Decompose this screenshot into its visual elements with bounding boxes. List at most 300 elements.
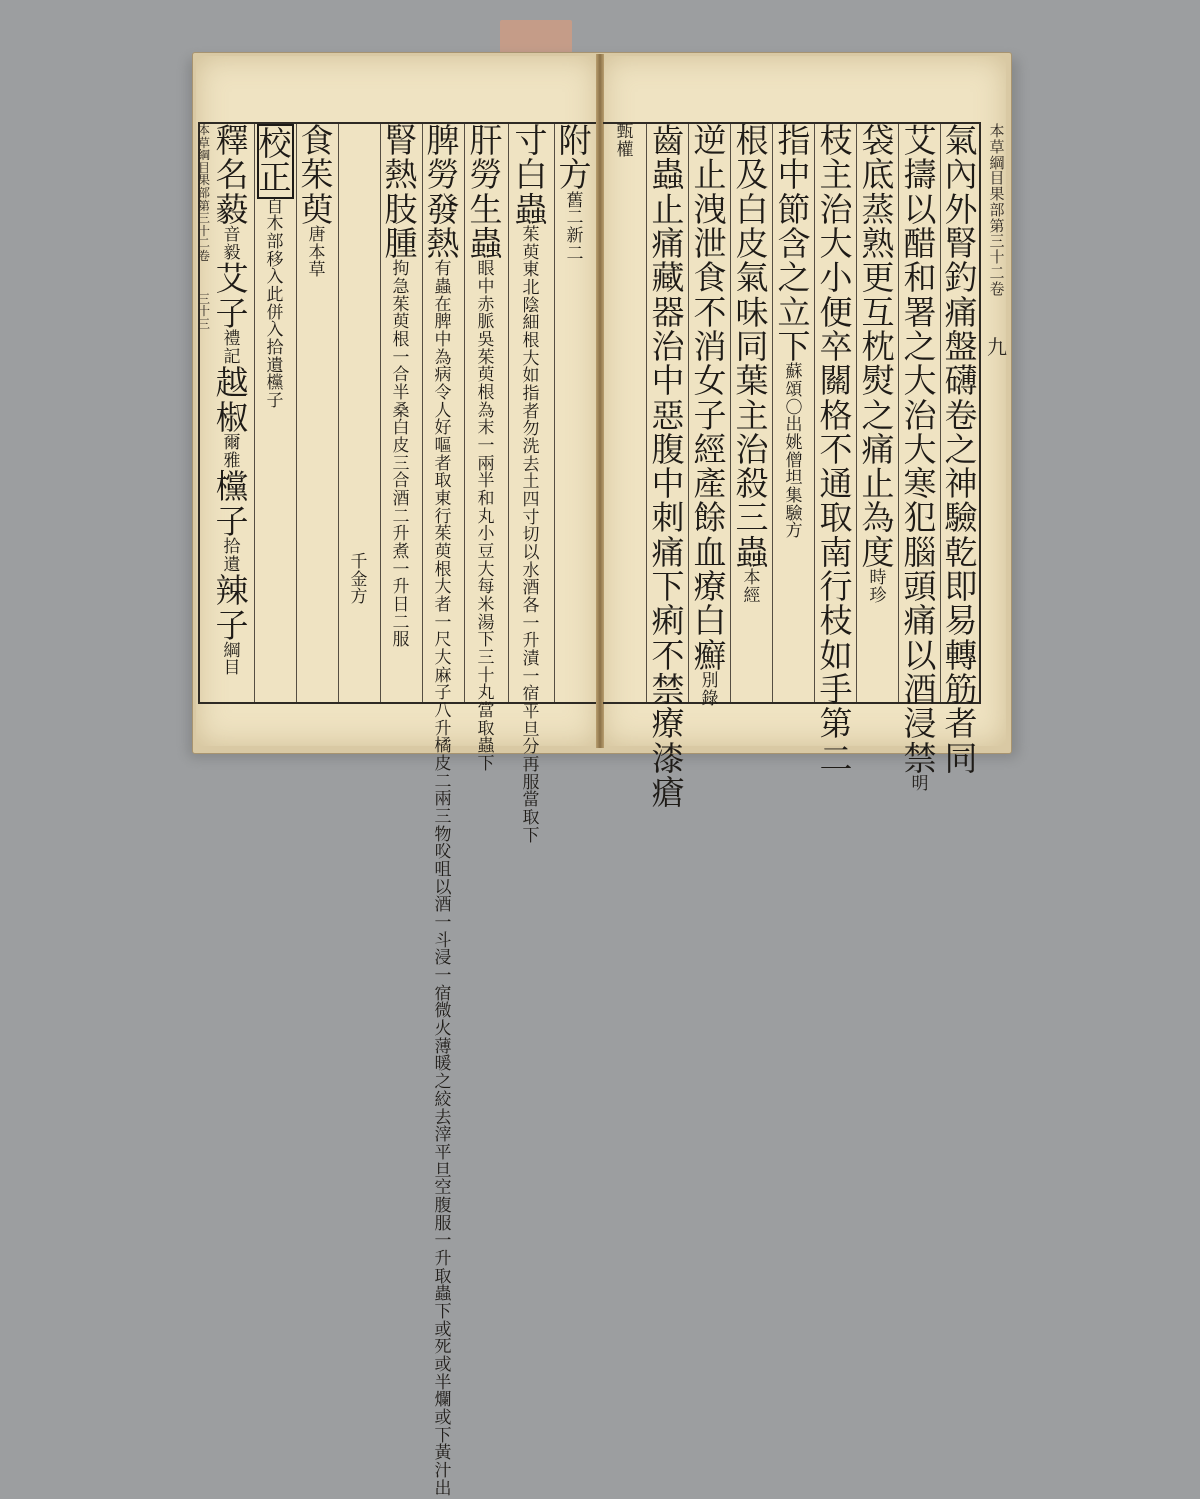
glyph: 脈 (477, 312, 495, 333)
column-text (215, 467, 249, 541)
glyph: 度 (861, 532, 895, 572)
glyph: 大 (522, 348, 540, 369)
glyph: 艾 (903, 121, 937, 160)
glyph: 根 (392, 329, 410, 350)
glyph: 蟲 (477, 736, 495, 757)
glyph: 病 (434, 365, 452, 386)
glyph: 雅 (223, 450, 241, 471)
glyph: 死 (434, 1337, 452, 1358)
glyph: 升 (392, 577, 410, 598)
glyph: 赤 (477, 294, 495, 315)
glyph: 末 (477, 418, 495, 439)
glyph: 斗 (434, 930, 452, 951)
glyph: 互 (861, 292, 895, 332)
glyph: 本 (743, 568, 761, 589)
glyph: 以 (903, 635, 937, 675)
column-text (215, 121, 249, 229)
glyph: 去 (522, 454, 540, 475)
column-divider (464, 124, 465, 702)
glyph: 底 (861, 155, 895, 195)
glyph: 女 (693, 361, 727, 401)
glyph: 痛 (651, 532, 685, 572)
glyph: 根 (477, 382, 495, 403)
glyph: 白 (514, 155, 548, 195)
edge-title (989, 124, 1004, 297)
glyph: 茱 (300, 155, 334, 195)
column-divider (814, 124, 815, 702)
glyph: 大 (903, 361, 937, 401)
glyph: 或 (434, 1319, 452, 1340)
glyph: 十 (197, 223, 210, 238)
glyph: 頌 (785, 379, 803, 400)
glyph: 手 (819, 670, 853, 709)
glyph: 物 (434, 824, 452, 845)
glyph: 蟲 (735, 532, 769, 572)
glyph: 腎 (384, 121, 418, 160)
glyph: 四 (522, 490, 540, 511)
column-text (861, 121, 895, 572)
glyph: 治 (651, 326, 685, 366)
glyph: 東 (434, 488, 452, 509)
glyph: 為 (434, 347, 452, 368)
right-column-3 (858, 121, 898, 702)
glyph: 黃 (434, 1443, 452, 1464)
glyph: 不 (819, 429, 853, 469)
column-divider (380, 124, 381, 702)
glyph: 豆 (477, 542, 495, 562)
glyph: 辣 (215, 571, 249, 611)
glyph: 兩 (434, 789, 452, 810)
column-annotation (911, 773, 929, 794)
glyph: 校 (258, 124, 292, 163)
glyph: 洗 (522, 437, 540, 457)
glyph: 食 (693, 258, 727, 298)
glyph: 痛 (944, 292, 978, 332)
glyph: 下 (777, 326, 811, 366)
glyph: 下 (434, 1425, 452, 1446)
column-text (215, 259, 249, 333)
glyph: 即 (944, 567, 978, 607)
glyph: 果 (197, 173, 210, 188)
glyph: 暖 (434, 1054, 452, 1075)
glyph: 萸 (392, 312, 410, 333)
glyph: 在 (434, 294, 452, 315)
right-column-8 (648, 121, 688, 812)
glyph: 三 (197, 291, 210, 306)
glyph: 取 (434, 1266, 452, 1287)
glyph: 十 (197, 304, 210, 319)
glyph: 出 (785, 415, 803, 436)
glyph: 坦 (785, 468, 803, 489)
glyph: 千 (350, 552, 368, 572)
glyph: 合 (392, 471, 410, 492)
glyph: 記 (223, 346, 241, 367)
glyph: 經 (693, 429, 727, 469)
glyph: 半 (477, 471, 495, 492)
column-annotation (223, 224, 241, 263)
glyph: 北 (522, 277, 540, 298)
glyph: 為 (477, 400, 495, 421)
glyph: 附 (558, 121, 592, 160)
glyph: 礴 (944, 361, 978, 401)
glyph: 絞 (434, 1089, 452, 1110)
glyph: 本 (197, 123, 210, 137)
glyph: 好 (434, 418, 452, 439)
glyph: 麻 (434, 665, 452, 686)
glyph: 卷 (197, 248, 210, 263)
glyph: 子 (693, 395, 727, 435)
glyph: 行 (434, 506, 452, 527)
glyph: 舊 (566, 190, 584, 211)
glyph: 爾 (223, 432, 241, 453)
glyph: 煮 (392, 542, 410, 562)
glyph: 者 (522, 401, 540, 422)
column-annotation (351, 554, 368, 607)
right-column-5 (774, 121, 814, 702)
glyph: 通 (819, 464, 853, 504)
column-annotation (223, 536, 241, 575)
glyph: 之 (903, 326, 937, 366)
glyph: 洩 (693, 189, 727, 229)
glyph: 癬 (693, 635, 727, 675)
glyph: 火 (434, 1019, 452, 1040)
glyph: 關 (819, 361, 853, 401)
glyph: 三 (989, 232, 1005, 251)
column-divider (940, 124, 941, 702)
glyph: 釋 (215, 121, 249, 160)
glyph: 以 (522, 543, 540, 564)
column-divider (730, 124, 731, 702)
glyph: 草 (989, 137, 1005, 156)
glyph: 甄 (616, 122, 634, 142)
glyph: 每 (477, 577, 495, 598)
column-annotation (223, 328, 241, 367)
glyph: 腦 (903, 532, 937, 572)
glyph: 寸 (522, 507, 540, 528)
glyph: 出 (434, 1478, 452, 1499)
glyph: 止 (651, 189, 685, 229)
glyph: 合 (392, 365, 410, 386)
glyph: 湯 (477, 612, 495, 633)
glyph: 含 (777, 223, 811, 263)
glyph: 卷 (944, 395, 978, 435)
column-text (558, 121, 592, 195)
glyph: 二 (566, 208, 584, 229)
glyph: 錄 (701, 688, 719, 709)
column-annotation (566, 190, 584, 264)
glyph: 毅 (223, 242, 241, 263)
glyph: 一 (522, 613, 540, 634)
glyph: 內 (944, 155, 978, 195)
glyph: 九 (987, 335, 1007, 360)
right-fore-edge (982, 124, 1012, 702)
glyph: 乾 (944, 532, 978, 572)
glyph: 茱 (392, 294, 410, 315)
glyph: 脾 (426, 121, 460, 160)
column-text (514, 121, 548, 229)
column-divider (554, 124, 555, 702)
column-text (469, 121, 503, 263)
glyph: 一 (477, 435, 495, 456)
glyph: 禮 (223, 328, 241, 349)
glyph: 爛 (434, 1390, 452, 1411)
glyph: 子 (266, 391, 284, 412)
glyph: 禁 (903, 738, 937, 778)
glyph: 八 (434, 701, 452, 722)
left-column-3 (466, 121, 506, 775)
glyph: 蟲 (434, 276, 452, 297)
glyph: 中 (477, 276, 495, 297)
glyph: 葉 (735, 361, 769, 401)
glyph: 咀 (434, 860, 452, 881)
glyph: 細 (522, 313, 540, 334)
glyph: 水 (522, 560, 540, 581)
glyph: 十 (989, 248, 1005, 266)
glyph: 殺 (735, 464, 769, 504)
glyph: 腹 (651, 429, 685, 469)
glyph: 二 (819, 738, 853, 778)
glyph: 食 (300, 121, 334, 160)
glyph: 陰 (522, 295, 540, 316)
glyph: 皮 (735, 223, 769, 263)
glyph: 時 (869, 568, 887, 589)
glyph: 明 (911, 773, 929, 794)
glyph: 子 (215, 605, 249, 645)
glyph: 經 (743, 585, 761, 606)
glyph: 更 (861, 258, 895, 298)
glyph: 升 (522, 631, 540, 652)
glyph: 㕮 (434, 842, 452, 863)
glyph: 及 (735, 155, 769, 195)
glyph: 東 (522, 260, 540, 281)
glyph: 者 (944, 704, 978, 744)
glyph: 草 (197, 135, 210, 150)
glyph: 日 (392, 595, 410, 616)
glyph: 二 (566, 243, 584, 264)
glyph: 節 (777, 189, 811, 229)
glyph: 腹 (434, 1195, 452, 1216)
glyph: 格 (819, 395, 853, 435)
glyph: 遺 (266, 355, 284, 376)
glyph: 入 (266, 320, 284, 341)
glyph: 第 (989, 216, 1005, 235)
glyph: 血 (693, 532, 727, 572)
glyph: 之 (434, 1072, 452, 1093)
glyph: 指 (777, 121, 811, 160)
glyph: 大 (434, 577, 452, 598)
glyph: 主 (735, 395, 769, 435)
glyph: 為 (861, 498, 895, 538)
right-column-6 (732, 121, 772, 702)
glyph: 半 (392, 382, 410, 403)
glyph: 拾 (223, 536, 241, 557)
glyph: 神 (944, 464, 978, 504)
column-annotation (393, 261, 410, 650)
column-divider (898, 124, 899, 702)
glyph: 切 (522, 525, 540, 546)
column-divider (646, 124, 647, 702)
glyph: 果 (989, 185, 1005, 203)
glyph: 漬 (522, 649, 540, 670)
left-column-9 (212, 121, 252, 702)
column-text (903, 121, 937, 778)
glyph: 易 (944, 601, 978, 641)
glyph: 南 (819, 532, 853, 572)
glyph: 釣 (944, 258, 978, 298)
glyph: 立 (777, 292, 811, 332)
glyph: 方 (558, 155, 592, 195)
column-text (257, 124, 294, 199)
glyph: 取 (434, 471, 452, 492)
glyph: 卷 (989, 279, 1005, 298)
glyph: 下 (477, 630, 495, 651)
glyph: 當 (522, 790, 540, 811)
glyph: 宿 (434, 983, 452, 1004)
glyph: 不 (693, 292, 727, 332)
glyph: 蟲 (514, 189, 548, 229)
glyph: 欓 (266, 373, 284, 394)
glyph: 子 (215, 501, 249, 541)
glyph: 中 (777, 155, 811, 195)
glyph: 二 (392, 612, 410, 633)
glyph: 禁 (651, 670, 685, 709)
glyph: 汁 (434, 1460, 452, 1481)
glyph: 各 (522, 596, 540, 617)
glyph: 金 (350, 569, 368, 590)
glyph: 主 (819, 155, 853, 195)
glyph: 取 (522, 808, 540, 829)
glyph: 再 (522, 755, 540, 776)
glyph: 越 (215, 363, 249, 403)
column-text (819, 121, 853, 778)
right-column-9 (606, 124, 644, 702)
glyph: 遺 (223, 554, 241, 575)
glyph: 正 (258, 158, 292, 198)
glyph: 藏 (651, 258, 685, 298)
glyph: 療 (651, 704, 685, 744)
edge-title (198, 124, 210, 263)
glyph: 取 (819, 498, 853, 538)
glyph: 蟲 (469, 223, 503, 263)
glyph: 擣 (903, 155, 937, 195)
glyph: 土 (522, 472, 540, 493)
left-column-7 (298, 121, 336, 702)
glyph: 三 (392, 453, 410, 474)
glyph: 萸 (477, 365, 495, 386)
glyph: 和 (903, 258, 937, 298)
glyph: 小 (819, 258, 853, 298)
glyph: 中 (651, 464, 685, 504)
glyph: 器 (651, 292, 685, 332)
glyph: 移 (266, 249, 284, 270)
glyph: 三 (477, 648, 495, 669)
glyph: 〇 (785, 397, 803, 418)
glyph: 枕 (861, 326, 895, 366)
glyph: 肢 (384, 189, 418, 229)
glyph: 升 (434, 718, 452, 739)
glyph: 酒 (392, 488, 410, 509)
glyph: 下 (522, 825, 540, 846)
left-column-5 (382, 121, 420, 702)
glyph: 服 (434, 1213, 452, 1234)
glyph: 一 (392, 559, 410, 580)
glyph: 之 (944, 429, 978, 469)
glyph: 勞 (469, 155, 503, 195)
glyph: 珍 (869, 585, 887, 606)
glyph: 大 (434, 648, 452, 669)
glyph: 止 (693, 155, 727, 195)
glyph: 人 (434, 400, 452, 421)
glyph: 如 (522, 366, 540, 387)
glyph: 同 (735, 326, 769, 366)
glyph: 滓 (434, 1125, 452, 1146)
column-annotation (223, 640, 241, 679)
column-annotation (308, 224, 326, 281)
glyph: 產 (693, 464, 727, 504)
glyph: 氣 (735, 258, 769, 298)
column-annotation (870, 570, 887, 605)
column-text (735, 121, 769, 572)
glyph: 橘 (434, 736, 452, 757)
glyph: 卒 (819, 326, 853, 366)
glyph: 急 (392, 276, 410, 297)
glyph: 集 (785, 485, 803, 506)
column-text (651, 121, 685, 812)
glyph: 氣 (944, 121, 978, 160)
glyph: 以 (903, 189, 937, 229)
glyph: 入 (266, 267, 284, 288)
column-annotation (266, 196, 284, 412)
glyph: 一 (434, 1231, 452, 1252)
glyph: 平 (434, 1142, 452, 1163)
glyph: 刺 (651, 498, 685, 538)
glyph: 部 (989, 200, 1005, 219)
glyph: 犯 (903, 498, 937, 538)
glyph: 姚 (785, 432, 803, 453)
glyph: 枝 (819, 601, 853, 641)
glyph: 寒 (903, 464, 937, 504)
glyph: 指 (522, 383, 540, 404)
column-divider (508, 124, 509, 702)
column-text (944, 121, 978, 778)
glyph: 酒 (522, 578, 540, 599)
column-annotation (786, 364, 803, 541)
right-column-1 (942, 121, 980, 778)
glyph: 之 (777, 258, 811, 298)
glyph: 蘇 (785, 362, 803, 383)
glyph: 中 (434, 329, 452, 350)
leaf-number (198, 293, 210, 331)
glyph: 嘔 (434, 435, 452, 456)
column-annotation (617, 124, 634, 159)
glyph: 轉 (944, 635, 978, 675)
glyph: 小 (477, 524, 495, 545)
glyph: 腫 (384, 223, 418, 263)
glyph: 便 (819, 292, 853, 332)
left-fore-edge (196, 124, 212, 702)
glyph: 根 (434, 559, 452, 580)
left-column-6 (340, 124, 378, 702)
glyph: 薄 (434, 1036, 452, 1057)
glyph: 酒 (903, 670, 937, 709)
glyph: 桑 (392, 400, 410, 421)
glyph: 十 (477, 665, 495, 686)
glyph: 自 (266, 196, 284, 217)
right-column-4 (816, 121, 856, 778)
glyph: 盤 (944, 326, 978, 366)
glyph: 皮 (434, 754, 452, 775)
glyph: 脾 (434, 312, 452, 333)
